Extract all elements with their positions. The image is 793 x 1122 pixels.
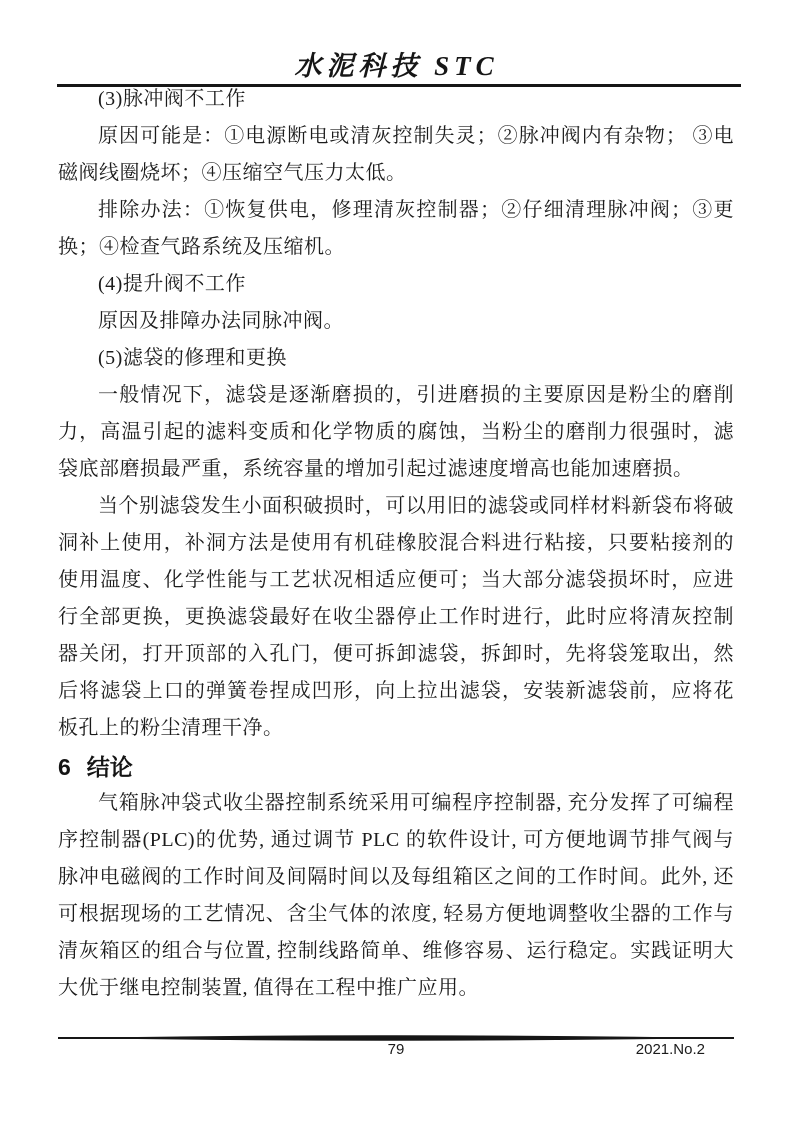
paragraph: (3)脉冲阀不工作: [98, 88, 246, 110]
article-body: [58, 81, 734, 1007]
paragraph: (4)提升阀不工作: [98, 273, 246, 295]
paragraph: 原因可能是：①电源断电或清灰控制失灵；②脉冲阀内有杂物； ③电磁阀线圈烧坏；④压缩空气压力太低。: [58, 125, 734, 184]
issue-number: 2021.No.2: [635, 1041, 705, 1058]
journal-title: 水泥科技 STC: [294, 51, 499, 81]
section-heading-title: 结论: [86, 754, 133, 780]
paragraph: 原因及排障办法同脉冲阀。: [98, 310, 344, 332]
paragraph: 一般情况下，滤袋是逐渐磨损的，引进磨损的主要原因是粉尘的磨削力，高温引起的滤料变质和化学物质的腐蚀，当粉尘的磨削力很强时，滤袋底部磨损最严重，系统容量的增加引起过滤速度增高也能加速磨损。: [58, 384, 734, 480]
section-heading: [58, 749, 734, 785]
conclusion-paragraph: 气箱脉冲袋式收尘器控制系统采用可编程序控制器, 充分发挥了可编程序控制器(PLC)的优势, 通过调节 PLC 的软件设计, 可方便地调节排气阀与脉冲电磁阀的工作时间及间隔时间以及每组箱区之间的工作时间。此外, 还可根据现场的工艺情况、含尘气体的浓度, 轻易方便地调整收尘器的工作与清灰箱区的组合与位置, 控制线路简单、维修容易、运行稳定。实践证明大大优于继电控制装置, 值得在工程中推广应用。: [58, 792, 734, 999]
paragraph: (5)滤袋的修理和更换: [98, 347, 287, 369]
page-number: 79: [387, 1041, 405, 1058]
section-heading-number: 6: [58, 754, 71, 780]
paragraph: 排除办法：①恢复供电，修理清灰控制器；②仔细清理脉冲阀；③更换；④检查气路系统及压缩机。: [58, 199, 734, 258]
paragraph: 当个别滤袋发生小面积破损时，可以用旧的滤袋或同样材料新袋布将破洞补上使用，补洞方法是使用有机硅橡胶混合料进行粘接，只要粘接剂的使用温度、化学性能与工艺状况相适应便可；当大部分滤袋损坏时，应进行全部更换，更换滤袋最好在收尘器停止工作时进行，此时应将清灰控制器关闭，打开顶部的入孔门，便可拆卸滤袋，拆卸时，先将袋笼取出，然后将滤袋上口的弹簧卷捏成凹形，向上拉出滤袋，安装新滤袋前，应将花板孔上的粉尘清理干净。: [58, 495, 734, 739]
